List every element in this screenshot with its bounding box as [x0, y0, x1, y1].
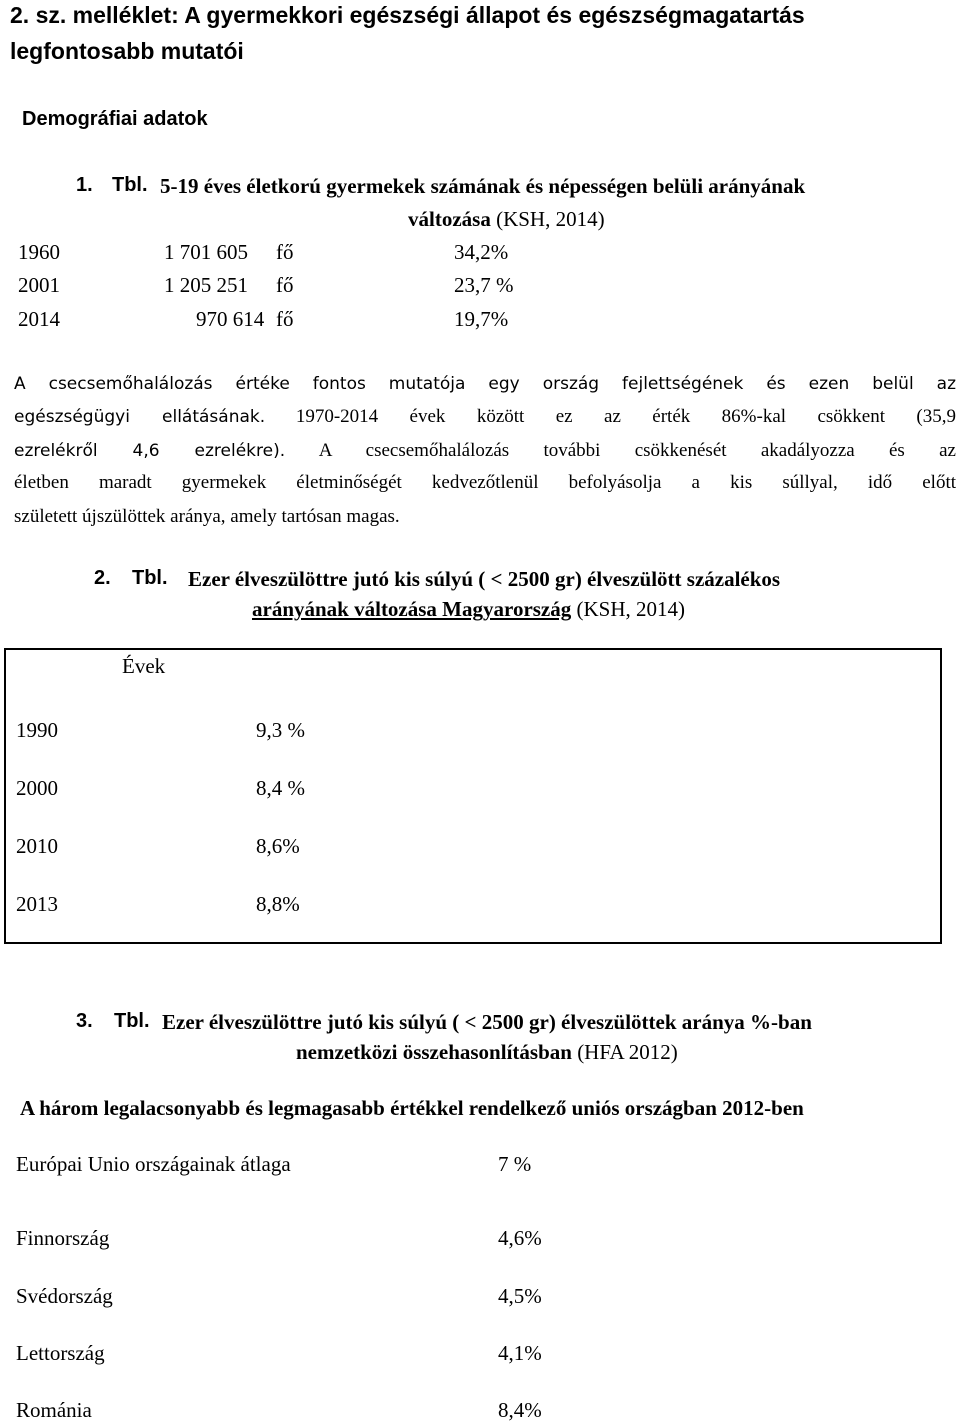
table3-row-country: Svédország [16, 1284, 113, 1308]
table3-row-value: 4,5% [498, 1284, 542, 1308]
table2-row-value: 8,6% [256, 834, 300, 858]
annex-title-line-1: 2. sz. melléklet: A gyermekkori egészségi állapot és egészségmagatartás [10, 2, 805, 28]
table1-number: 1. [76, 174, 93, 196]
table1-title-line-1: 5-19 éves életkorú gyermekek számának és népességen belüli arányának [160, 174, 806, 198]
paragraph-line-2a: egészségügyi ellátásának. [14, 407, 266, 427]
table3-row-country: Finnország [16, 1226, 110, 1250]
table3-number: 3. [76, 1010, 93, 1032]
paragraph-line-5: született újszülöttek aránya, amely tartósan magas. [14, 506, 400, 527]
table3-row-country: Románia [16, 1398, 92, 1422]
table3-subtitle: A három legalacsonyabb és legmagasabb értékkel rendelkező uniós országban 2012-ben [20, 1096, 804, 1120]
table2-row-year: 2000 [16, 776, 58, 800]
table1-row-count: 1 701 605 [164, 240, 248, 264]
table2-tbl: Tbl. [132, 567, 168, 589]
table2-box [4, 648, 942, 944]
table3-row-country: Lettország [16, 1341, 105, 1365]
table1-row-count: 1 205 251 [164, 273, 248, 297]
paragraph-line-4: életben maradt gyermekek életminőségét kedvezőtlenül befolyásolja a kis súllyal, idő előtt [14, 472, 956, 493]
table1-title-line-2 [408, 207, 605, 232]
table3-row-value: 7 % [498, 1152, 532, 1176]
table1-row-unit: fő [276, 307, 294, 331]
table3-tbl: Tbl. [114, 1010, 150, 1032]
paragraph-line-2 [14, 406, 956, 428]
table1-row-unit: fő [276, 273, 294, 297]
table2-row-year: 1990 [16, 718, 58, 742]
table1-row-pct: 19,7% [454, 307, 509, 331]
paragraph-line-1: A csecsemőhalálozás értéke fontos mutatója egy ország fejlettségének és ezen belül az [14, 374, 956, 394]
paragraph-line-3 [14, 440, 956, 462]
table2-row-value: 8,4 % [256, 776, 305, 800]
table3-row-value: 4,1% [498, 1341, 542, 1365]
table1-row-pct: 34,2% [454, 240, 509, 264]
table2-row-year: 2013 [16, 892, 58, 916]
table3-title-bold: nemzetközi összehasonlításban [296, 1040, 572, 1064]
paragraph-line-2b: 1970-2014 évek között ez az érték 86%-kal csökkent (35,9 [295, 406, 956, 427]
table2-number: 2. [94, 567, 111, 589]
table1-row-year: 2001 [18, 273, 60, 297]
table1-row-year: 2014 [18, 307, 60, 331]
section-title: Demográfiai adatok [22, 108, 208, 130]
table3-row-value: 4,6% [498, 1226, 542, 1250]
table2-title-line-1: Ezer élveszülöttre jutó kis súlyú ( < 2500 gr) élveszülött százalékos [188, 567, 781, 591]
table1-title-source: (KSH, 2014) [496, 207, 605, 231]
table1-title-bold: változása [408, 207, 491, 231]
table3-row-value: 8,4% [498, 1398, 542, 1422]
table2-title-bold: arányának változása Magyarország [252, 597, 572, 621]
table1-row-count: 970 614 [196, 307, 265, 331]
table1-row-pct: 23,7 % [454, 273, 514, 297]
table1-row-unit: fő [276, 240, 294, 264]
table3-row-country: Európai Unio országainak átlaga [16, 1152, 291, 1176]
table2-row-value: 9,3 % [256, 718, 305, 742]
table3-title-line-1: Ezer élveszülöttre jutó kis súlyú ( < 2500 gr) élveszülöttek aránya %-ban [162, 1010, 812, 1034]
table1-row-year: 1960 [18, 240, 60, 264]
table3-title-source: (HFA 2012) [577, 1040, 678, 1064]
table2-title-line-2 [252, 597, 685, 622]
paragraph-line-3a: ezrelékről 4,6 ezrelékre). [14, 441, 286, 461]
table2-row-year: 2010 [16, 834, 58, 858]
table2-row-value: 8,8% [256, 892, 300, 916]
annex-title-line-2: legfontosabb mutatói [10, 38, 244, 64]
paragraph-line-3b: A csecsemőhalálozás további csökkenését akadályozza és az [318, 440, 956, 461]
table3-title-line-2 [296, 1040, 678, 1065]
table2-header: Évek [122, 654, 166, 678]
table2-title-source: (KSH, 2014) [576, 597, 686, 621]
table1-tbl: Tbl. [112, 174, 148, 196]
